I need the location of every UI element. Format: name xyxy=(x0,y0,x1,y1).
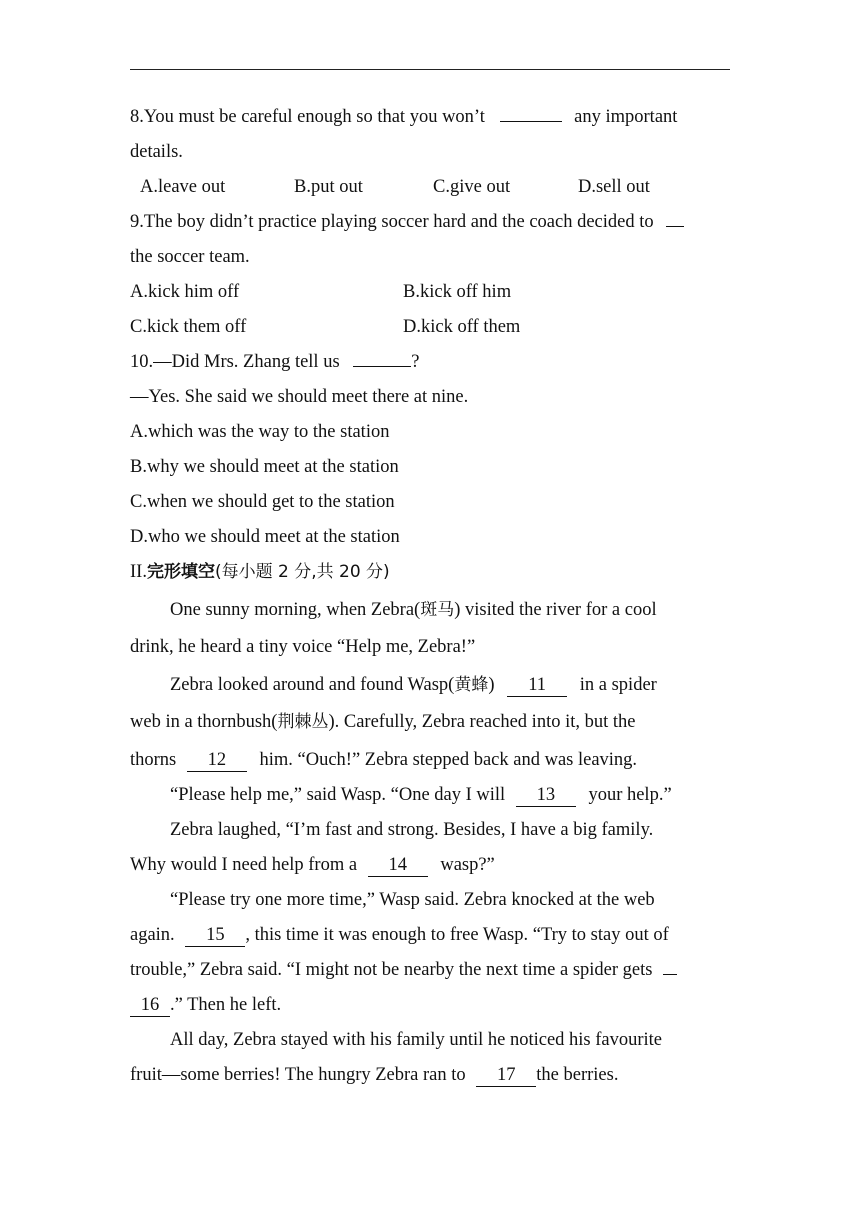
section-title: 完形填空 xyxy=(146,562,215,582)
passage-text: Zebra looked around and found Wasp( xyxy=(170,674,455,695)
question-8-stem-cont xyxy=(130,136,730,171)
passage-line-13 xyxy=(130,1024,730,1059)
passage-line-14 xyxy=(130,1059,730,1094)
passage-line-11 xyxy=(130,954,730,989)
passage-line-5 xyxy=(130,744,730,779)
passage-text: drink, he heard a tiny voice “Help me, Zebra!” xyxy=(130,637,476,657)
cloze-blank-11[interactable]: 11 xyxy=(507,674,567,697)
q10-question-mark: ? xyxy=(411,352,420,372)
passage-text: fruit—some berries! The hungry Zebra ran to xyxy=(130,1064,466,1085)
section-score-note: (每小题 2 分,共 20 分) xyxy=(214,562,390,582)
q9-option-c[interactable]: C.kick them off xyxy=(130,317,247,337)
q10-text: 10.—Did Mrs. Zhang tell us xyxy=(130,352,340,372)
passage-line-2 xyxy=(130,631,730,669)
gloss-wasp: 黄蜂 xyxy=(454,674,489,695)
passage-text: the berries. xyxy=(536,1064,619,1085)
q8-option-a[interactable]: A.leave out xyxy=(140,177,226,197)
cloze-blank-16-lead[interactable] xyxy=(663,974,677,975)
passage-text: ) visited the river for a cool xyxy=(454,599,657,620)
question-9-options-row2 xyxy=(130,311,730,346)
question-8-options xyxy=(130,171,730,206)
passage-text: trouble,” Zebra said. “I might not be nearby the next time a spider gets xyxy=(130,959,653,980)
passage-text: your help.” xyxy=(588,784,672,805)
q8-option-c[interactable]: C.give out xyxy=(433,177,511,197)
gloss-thornbush: 荆棘丛 xyxy=(277,712,329,732)
q8-text: 8.You must be careful enough so that you won’t xyxy=(130,107,485,127)
section-2-heading xyxy=(130,556,730,594)
cloze-blank-15[interactable]: 15 xyxy=(185,924,245,947)
q9-option-b[interactable]: B.kick off him xyxy=(403,282,512,302)
q10-option-d[interactable]: D.who we should meet at the station xyxy=(130,527,400,547)
q9-text: 9.The boy didn’t practice playing soccer hard and the coach decided to xyxy=(130,212,654,232)
q8-text-end: details. xyxy=(130,142,183,162)
q8-option-b[interactable]: B.put out xyxy=(294,177,363,197)
passage-text: wasp?” xyxy=(440,854,495,875)
question-9-stem-cont xyxy=(130,241,730,276)
q9-text-end: the soccer team. xyxy=(130,247,250,267)
passage-text: One sunny morning, when Zebra( xyxy=(170,599,421,620)
section-numeral: II. xyxy=(130,562,147,582)
passage-text: him. “Ouch!” Zebra stepped back and was leaving. xyxy=(259,749,638,770)
question-10-reply xyxy=(130,381,730,416)
cloze-blank-14[interactable]: 14 xyxy=(368,854,428,877)
q10-reply-text: —Yes. She said we should meet there at nine. xyxy=(130,387,469,407)
passage-text: , this time it was enough to free Wasp. “Try to stay out of xyxy=(245,924,669,945)
passage-line-7 xyxy=(130,814,730,849)
passage-text: “Please try one more time,” Wasp said. Zebra knocked at the web xyxy=(170,889,655,910)
passage-line-9 xyxy=(130,884,730,919)
question-10-stem xyxy=(130,346,730,381)
q10-option-b[interactable]: B.why we should meet at the station xyxy=(130,457,399,477)
passage-text: All day, Zebra stayed with his family until he noticed his favourite xyxy=(170,1029,663,1050)
passage-text: in a spider xyxy=(579,674,657,695)
passage-text: web in a thornbush( xyxy=(130,712,278,732)
question-9-options-row1 xyxy=(130,276,730,311)
passage-line-8 xyxy=(130,849,730,884)
passage-text: Zebra laughed, “I’m fast and strong. Besides, I have a big family. xyxy=(170,819,654,840)
passage-line-1 xyxy=(130,594,730,632)
passage-line-12 xyxy=(130,989,730,1024)
q10-option-a[interactable]: A.which was the way to the station xyxy=(130,422,390,442)
q8-option-d[interactable]: D.sell out xyxy=(578,177,650,197)
cloze-blank-16[interactable]: 16 xyxy=(130,994,170,1017)
cloze-blank-17[interactable]: 17 xyxy=(476,1064,536,1087)
q10-answer-blank[interactable] xyxy=(353,366,411,367)
q9-answer-blank[interactable] xyxy=(666,226,684,227)
q8-answer-blank[interactable] xyxy=(500,121,562,122)
q9-option-a[interactable]: A.kick him off xyxy=(130,282,240,302)
q9-option-d[interactable]: D.kick off them xyxy=(403,317,521,337)
gloss-zebra: 斑马 xyxy=(420,599,455,620)
passage-text: ) xyxy=(488,674,495,695)
passage-text: “Please help me,” said Wasp. “One day I will xyxy=(170,784,506,805)
worksheet-page xyxy=(130,101,730,1094)
passage-line-3 xyxy=(130,669,730,707)
passage-text: .” Then he left. xyxy=(170,994,282,1015)
passage-text: again. xyxy=(130,924,175,945)
passage-text: ). Carefully, Zebra reached into it, but the xyxy=(328,712,636,732)
q8-text-cont: any important xyxy=(574,107,678,127)
passage-text: thorns xyxy=(130,749,177,770)
header-rule xyxy=(130,69,730,70)
passage-line-10 xyxy=(130,919,730,954)
cloze-blank-13[interactable]: 13 xyxy=(516,784,576,807)
question-8-stem xyxy=(130,101,730,136)
passage-text: Why would I need help from a xyxy=(130,854,358,875)
passage-line-6 xyxy=(130,779,730,814)
q10-option-c[interactable]: C.when we should get to the station xyxy=(130,492,395,512)
cloze-blank-12[interactable]: 12 xyxy=(187,749,247,772)
passage-line-4 xyxy=(130,706,730,744)
question-9-stem xyxy=(130,206,730,241)
